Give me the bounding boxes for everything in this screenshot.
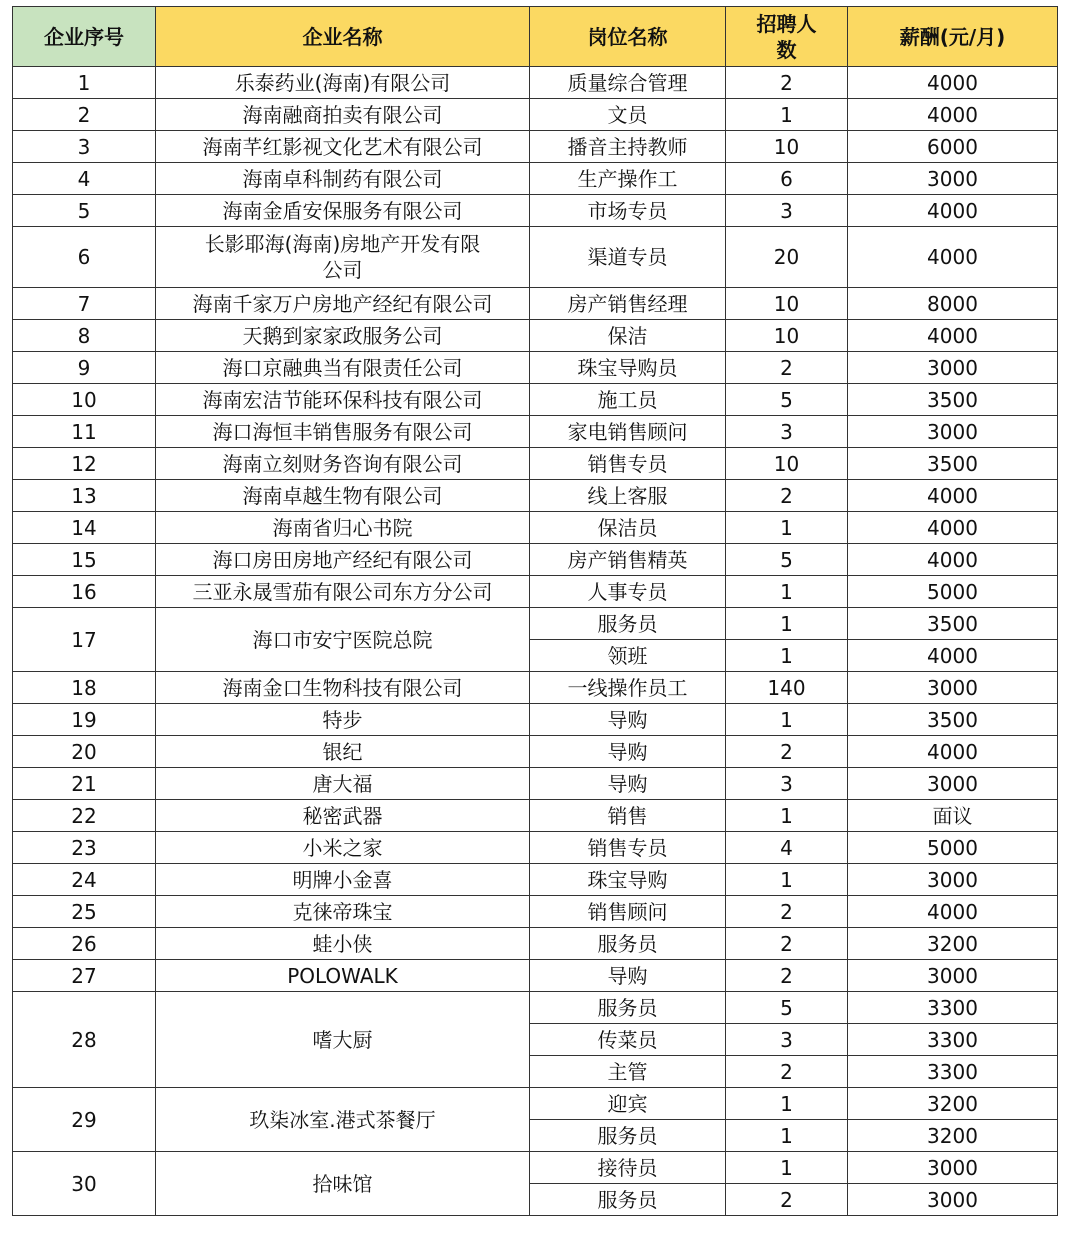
company-name-cell: 海口京融典当有限责任公司	[156, 352, 530, 384]
header-hire-count-line1: 招聘人	[756, 11, 817, 36]
table-row	[13, 163, 1058, 195]
company-no-cell: 4	[13, 163, 156, 195]
company-no-cell: 21	[13, 768, 156, 800]
company-no-cell: 28	[13, 992, 156, 1088]
table-row	[13, 131, 1058, 163]
salary-cell: 4000	[848, 512, 1058, 544]
table-row	[13, 736, 1058, 768]
hire-count-cell: 5	[726, 384, 848, 416]
company-name-cell: 小米之家	[156, 832, 530, 864]
company-name-cell: 海南芊红影视文化艺术有限公司	[156, 131, 530, 163]
hire-count-cell: 1	[726, 800, 848, 832]
table-row	[13, 832, 1058, 864]
job-title-cell: 接待员	[530, 1152, 726, 1184]
company-name-cell: 拾味馆	[156, 1152, 530, 1216]
job-title-cell: 施工员	[530, 384, 726, 416]
salary-cell: 3000	[848, 352, 1058, 384]
company-no-cell: 13	[13, 480, 156, 512]
header-hire-count	[726, 7, 848, 67]
hire-count-cell: 2	[726, 480, 848, 512]
company-name-cell	[156, 227, 530, 288]
job-title-cell: 服务员	[530, 992, 726, 1024]
hire-count-cell: 5	[726, 992, 848, 1024]
company-no-cell: 29	[13, 1088, 156, 1152]
job-title-cell: 导购	[530, 736, 726, 768]
table-row	[13, 992, 1058, 1024]
hire-count-cell: 2	[726, 736, 848, 768]
company-no-cell: 24	[13, 864, 156, 896]
job-title-cell: 房产销售经理	[530, 288, 726, 320]
hire-count-cell: 1	[726, 608, 848, 640]
table-row	[13, 352, 1058, 384]
hire-count-cell: 3	[726, 768, 848, 800]
hire-count-cell: 1	[726, 1088, 848, 1120]
company-name-cell: 海南卓越生物有限公司	[156, 480, 530, 512]
salary-cell: 4000	[848, 736, 1058, 768]
company-name-cell: POLOWALK	[156, 960, 530, 992]
salary-cell: 8000	[848, 288, 1058, 320]
recruitment-table-container	[12, 6, 1058, 1216]
job-title-cell: 导购	[530, 704, 726, 736]
salary-cell: 4000	[848, 544, 1058, 576]
table-row	[13, 480, 1058, 512]
hire-count-cell: 1	[726, 864, 848, 896]
company-name-cell: 海南宏洁节能环保科技有限公司	[156, 384, 530, 416]
hire-count-cell: 4	[726, 832, 848, 864]
hire-count-cell: 1	[726, 576, 848, 608]
hire-count-cell: 10	[726, 288, 848, 320]
hire-count-cell: 1	[726, 640, 848, 672]
job-title-cell: 保洁	[530, 320, 726, 352]
table-row	[13, 416, 1058, 448]
header-salary: 薪酬(元/月)	[848, 7, 1058, 67]
company-no-cell: 18	[13, 672, 156, 704]
hire-count-cell: 2	[726, 67, 848, 99]
table-row	[13, 448, 1058, 480]
hire-count-cell: 2	[726, 352, 848, 384]
salary-cell: 4000	[848, 67, 1058, 99]
salary-cell: 3200	[848, 1088, 1058, 1120]
table-row	[13, 960, 1058, 992]
company-no-cell: 10	[13, 384, 156, 416]
company-name-cell: 海南立刻财务咨询有限公司	[156, 448, 530, 480]
salary-cell: 4000	[848, 227, 1058, 288]
salary-cell: 3000	[848, 416, 1058, 448]
salary-cell: 4000	[848, 195, 1058, 227]
hire-count-cell: 5	[726, 544, 848, 576]
company-no-cell: 12	[13, 448, 156, 480]
hire-count-cell: 140	[726, 672, 848, 704]
hire-count-cell: 1	[726, 1120, 848, 1152]
company-no-cell: 17	[13, 608, 156, 672]
salary-cell: 3200	[848, 928, 1058, 960]
company-no-cell: 2	[13, 99, 156, 131]
salary-cell: 3000	[848, 672, 1058, 704]
hire-count-cell: 1	[726, 704, 848, 736]
company-no-cell: 27	[13, 960, 156, 992]
job-title-cell: 迎宾	[530, 1088, 726, 1120]
salary-cell: 3000	[848, 960, 1058, 992]
table-row	[13, 1088, 1058, 1120]
hire-count-cell: 3	[726, 195, 848, 227]
job-title-cell: 销售顾问	[530, 896, 726, 928]
salary-cell: 6000	[848, 131, 1058, 163]
salary-cell: 3500	[848, 608, 1058, 640]
job-title-cell: 主管	[530, 1056, 726, 1088]
company-name-cell: 克徕帝珠宝	[156, 896, 530, 928]
company-no-cell: 14	[13, 512, 156, 544]
company-no-cell: 20	[13, 736, 156, 768]
company-no-cell: 30	[13, 1152, 156, 1216]
salary-cell: 3000	[848, 768, 1058, 800]
hire-count-cell: 2	[726, 960, 848, 992]
hire-count-cell: 10	[726, 448, 848, 480]
hire-count-cell: 2	[726, 896, 848, 928]
company-name-cell: 三亚永晟雪茄有限公司东方分公司	[156, 576, 530, 608]
table-row	[13, 608, 1058, 640]
job-title-cell: 销售专员	[530, 448, 726, 480]
company-no-cell: 15	[13, 544, 156, 576]
salary-cell: 3000	[848, 1184, 1058, 1216]
salary-cell: 5000	[848, 576, 1058, 608]
salary-cell: 4000	[848, 896, 1058, 928]
job-title-cell: 文员	[530, 99, 726, 131]
hire-count-cell: 10	[726, 320, 848, 352]
job-title-cell: 播音主持教师	[530, 131, 726, 163]
job-title-cell: 房产销售精英	[530, 544, 726, 576]
table-row	[13, 896, 1058, 928]
company-name-cell: 海南卓科制药有限公司	[156, 163, 530, 195]
table-body	[13, 67, 1058, 1216]
salary-cell: 4000	[848, 480, 1058, 512]
table-header-row	[13, 7, 1058, 67]
table-row	[13, 928, 1058, 960]
company-no-cell: 9	[13, 352, 156, 384]
table-row	[13, 672, 1058, 704]
recruitment-table	[12, 6, 1058, 1216]
company-no-cell: 1	[13, 67, 156, 99]
job-title-cell: 服务员	[530, 608, 726, 640]
company-no-cell: 23	[13, 832, 156, 864]
company-name-cell: 银纪	[156, 736, 530, 768]
job-title-cell: 人事专员	[530, 576, 726, 608]
job-title-cell: 传菜员	[530, 1024, 726, 1056]
company-no-cell: 6	[13, 227, 156, 288]
salary-cell: 3200	[848, 1120, 1058, 1152]
salary-cell: 3300	[848, 992, 1058, 1024]
hire-count-cell: 3	[726, 1024, 848, 1056]
salary-cell: 5000	[848, 832, 1058, 864]
company-name-cell: 海南融商拍卖有限公司	[156, 99, 530, 131]
header-job-title: 岗位名称	[530, 7, 726, 67]
company-name-cell: 海南千家万户房地产经纪有限公司	[156, 288, 530, 320]
table-row	[13, 195, 1058, 227]
table-row	[13, 288, 1058, 320]
company-name-cell: 天鹅到家家政服务公司	[156, 320, 530, 352]
header-hire-count-line2: 数	[776, 37, 797, 62]
salary-cell: 面议	[848, 800, 1058, 832]
job-title-cell: 珠宝导购员	[530, 352, 726, 384]
table-row	[13, 227, 1058, 288]
company-name-line: 公司	[322, 258, 363, 282]
company-no-cell: 25	[13, 896, 156, 928]
header-company-no: 企业序号	[13, 7, 156, 67]
table-row	[13, 1152, 1058, 1184]
table-row	[13, 544, 1058, 576]
company-no-cell: 22	[13, 800, 156, 832]
hire-count-cell: 3	[726, 416, 848, 448]
salary-cell: 3000	[848, 1152, 1058, 1184]
table-row	[13, 67, 1058, 99]
company-name-cell: 乐泰药业(海南)有限公司	[156, 67, 530, 99]
salary-cell: 4000	[848, 640, 1058, 672]
job-title-cell: 市场专员	[530, 195, 726, 227]
company-no-cell: 16	[13, 576, 156, 608]
job-title-cell: 服务员	[530, 1184, 726, 1216]
hire-count-cell: 1	[726, 512, 848, 544]
job-title-cell: 渠道专员	[530, 227, 726, 288]
salary-cell: 4000	[848, 99, 1058, 131]
salary-cell: 3000	[848, 864, 1058, 896]
hire-count-cell: 6	[726, 163, 848, 195]
company-name-line: 长影耶海(海南)房地产开发有限	[204, 232, 481, 256]
salary-cell: 4000	[848, 320, 1058, 352]
job-title-cell: 一线操作员工	[530, 672, 726, 704]
company-name-cell: 嗜大厨	[156, 992, 530, 1088]
company-no-cell: 8	[13, 320, 156, 352]
table-row	[13, 864, 1058, 896]
job-title-cell: 销售专员	[530, 832, 726, 864]
table-row	[13, 768, 1058, 800]
company-no-cell: 11	[13, 416, 156, 448]
job-title-cell: 质量综合管理	[530, 67, 726, 99]
company-name-cell: 海口海恒丰销售服务有限公司	[156, 416, 530, 448]
job-title-cell: 领班	[530, 640, 726, 672]
company-no-cell: 5	[13, 195, 156, 227]
company-name-cell: 玖柒冰室.港式茶餐厅	[156, 1088, 530, 1152]
table-row	[13, 384, 1058, 416]
company-name-cell: 海口房田房地产经纪有限公司	[156, 544, 530, 576]
hire-count-cell: 2	[726, 1056, 848, 1088]
job-title-cell: 导购	[530, 960, 726, 992]
job-title-cell: 珠宝导购	[530, 864, 726, 896]
table-row	[13, 320, 1058, 352]
salary-cell: 3500	[848, 384, 1058, 416]
company-name-cell: 海口市安宁医院总院	[156, 608, 530, 672]
company-name-cell: 海南省归心书院	[156, 512, 530, 544]
job-title-cell: 家电销售顾问	[530, 416, 726, 448]
table-row	[13, 800, 1058, 832]
company-name-cell: 海南金口生物科技有限公司	[156, 672, 530, 704]
salary-cell: 3300	[848, 1024, 1058, 1056]
hire-count-cell: 2	[726, 1184, 848, 1216]
table-row	[13, 99, 1058, 131]
job-title-cell: 线上客服	[530, 480, 726, 512]
job-title-cell: 保洁员	[530, 512, 726, 544]
company-name-cell: 特步	[156, 704, 530, 736]
job-title-cell: 服务员	[530, 928, 726, 960]
company-name-cell: 海南金盾安保服务有限公司	[156, 195, 530, 227]
table-row	[13, 512, 1058, 544]
company-no-cell: 19	[13, 704, 156, 736]
header-company-name: 企业名称	[156, 7, 530, 67]
table-row	[13, 704, 1058, 736]
hire-count-cell: 10	[726, 131, 848, 163]
company-name-cell: 唐大福	[156, 768, 530, 800]
job-title-cell: 生产操作工	[530, 163, 726, 195]
hire-count-cell: 20	[726, 227, 848, 288]
company-no-cell: 7	[13, 288, 156, 320]
salary-cell: 3500	[848, 448, 1058, 480]
table-row	[13, 576, 1058, 608]
salary-cell: 3500	[848, 704, 1058, 736]
hire-count-cell: 2	[726, 928, 848, 960]
company-name-cell: 秘密武器	[156, 800, 530, 832]
company-name-cell: 明牌小金喜	[156, 864, 530, 896]
hire-count-cell: 1	[726, 1152, 848, 1184]
salary-cell: 3000	[848, 163, 1058, 195]
hire-count-cell: 1	[726, 99, 848, 131]
job-title-cell: 导购	[530, 768, 726, 800]
job-title-cell: 销售	[530, 800, 726, 832]
company-name-cell: 蛙小侠	[156, 928, 530, 960]
company-no-cell: 26	[13, 928, 156, 960]
company-no-cell: 3	[13, 131, 156, 163]
job-title-cell: 服务员	[530, 1120, 726, 1152]
salary-cell: 3300	[848, 1056, 1058, 1088]
